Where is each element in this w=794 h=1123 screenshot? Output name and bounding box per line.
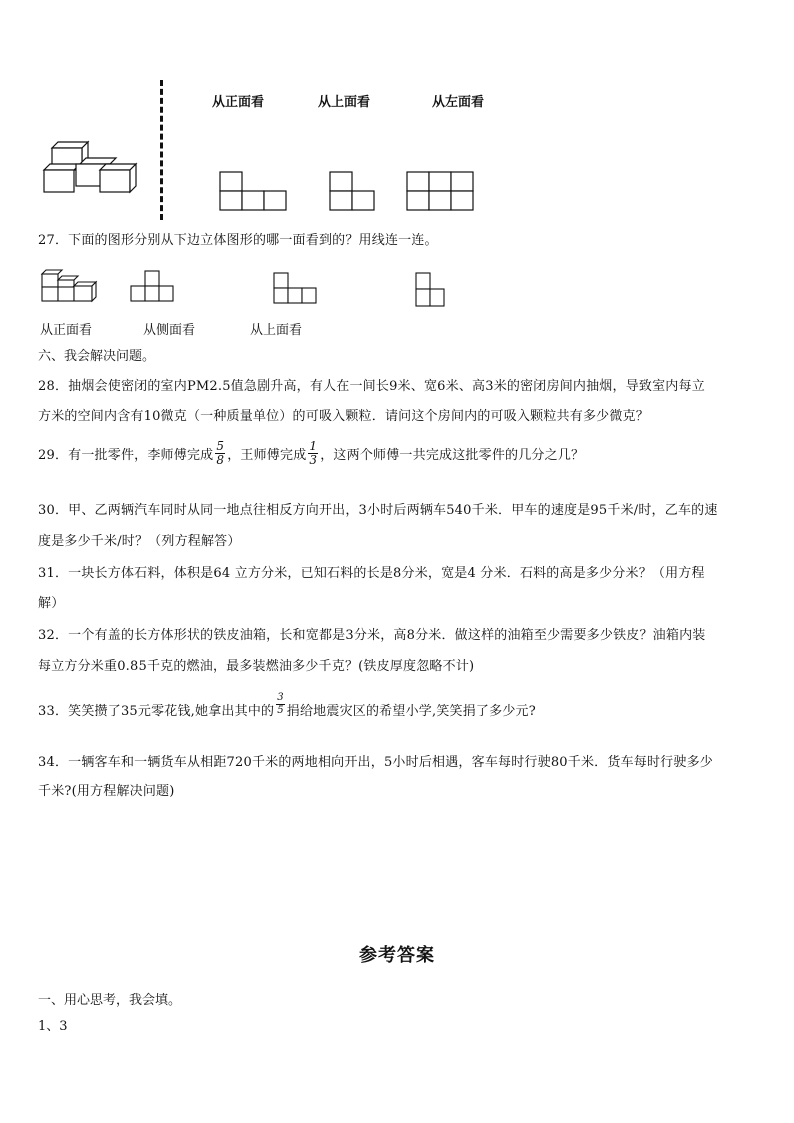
view-label-front: 从正面看	[212, 95, 265, 110]
answers-title: 参考答案	[359, 945, 435, 966]
question-27	[38, 229, 438, 248]
answers-item-1: 1、3	[38, 1019, 68, 1034]
question-33-part1: 33．笑笑攒了35元零花钱,她拿出其中的	[38, 704, 275, 719]
q27-label-top: 从上面看	[250, 323, 303, 338]
q27-view-a	[130, 270, 176, 304]
question-29-part1: 29．有一批零件，李师傅完成	[38, 448, 214, 463]
question-30-line1: 30．甲、乙两辆汽车同时从同一地点往相反方向开出，3小时后两辆车540千米．甲车的速度是95千米/时，乙车的速	[38, 503, 718, 518]
question-34-line2: 千米?(用方程解决问题)	[38, 784, 175, 799]
question-27-number: 27．	[38, 233, 69, 248]
q27-view-b	[273, 272, 319, 306]
fraction-1-3: $\frac{1}{3}$	[309, 439, 318, 467]
question-33	[38, 692, 536, 721]
section-6-heading: 六、我会解决问题。	[38, 349, 156, 364]
question-29-part2: ，王师傅完成	[227, 448, 307, 463]
fraction-5-8: $\frac{5}{8}$	[216, 439, 225, 467]
view-label-top: 从上面看	[318, 95, 371, 110]
question-32-line2: 每立方分米重0.85千克的燃油，最多装燃油多少千克？(铁皮厚度忽略不计)	[38, 659, 475, 674]
q27-cube-figure	[40, 264, 102, 304]
question-28-line2: 方米的空间内含有10微克（一种质量单位）的可吸入颗粒．请问这个房间内的可吸入颗粒共有多少微克？	[38, 409, 649, 424]
view-grid-top	[329, 171, 379, 211]
view-grid-left	[406, 171, 476, 211]
question-33-part2: 捐给地震灾区的希望小学,笑笑捐了多少元?	[286, 704, 536, 719]
question-27-text: 下面的图形分别从下边立体图形的哪一面看到的？用线连一连。	[68, 233, 438, 248]
q27-label-front: 从正面看	[40, 323, 93, 338]
question-29-part3: ，这两个师傅一共完成这批零件的几分之几？	[320, 448, 585, 463]
cube-figure-3d	[40, 140, 150, 200]
view-label-left: 从左面看	[432, 95, 485, 110]
answers-section-1: 一、用心思考，我会填。	[38, 993, 182, 1008]
question-28-line1: 28．抽烟会使密闭的室内PM2.5值急剧升高，有人在一间长9米、宽6米、高3米的密闭房间内抽烟，导致室内每立	[38, 379, 705, 394]
q27-label-side: 从侧面看	[143, 323, 196, 338]
q27-view-c	[415, 272, 447, 310]
question-31-line1: 31．一块长方体石料，体积是64 立方分米，已知石料的长是8分米，宽是4 分米．石料的高是多少分米？（用方程	[38, 566, 705, 581]
question-31-line2: 解）	[38, 596, 65, 611]
dashed-separator	[160, 80, 163, 220]
view-grid-front	[219, 171, 289, 211]
fraction-3-5: $\frac{3}{5}$	[277, 692, 284, 716]
question-29	[38, 440, 584, 467]
question-30-line2: 度是多少千米/时？（列方程解答）	[38, 534, 241, 549]
question-32-line1: 32．一个有盖的长方体形状的铁皮油箱，长和宽都是3分米，高8分米．做这样的油箱至少需要多少铁皮？油箱内装	[38, 628, 706, 643]
question-34-line1: 34．一辆客车和一辆货车从相距720千米的两地相向开出，5小时后相遇，客车每时行驶80千米．货车每时行驶多少	[38, 755, 713, 770]
